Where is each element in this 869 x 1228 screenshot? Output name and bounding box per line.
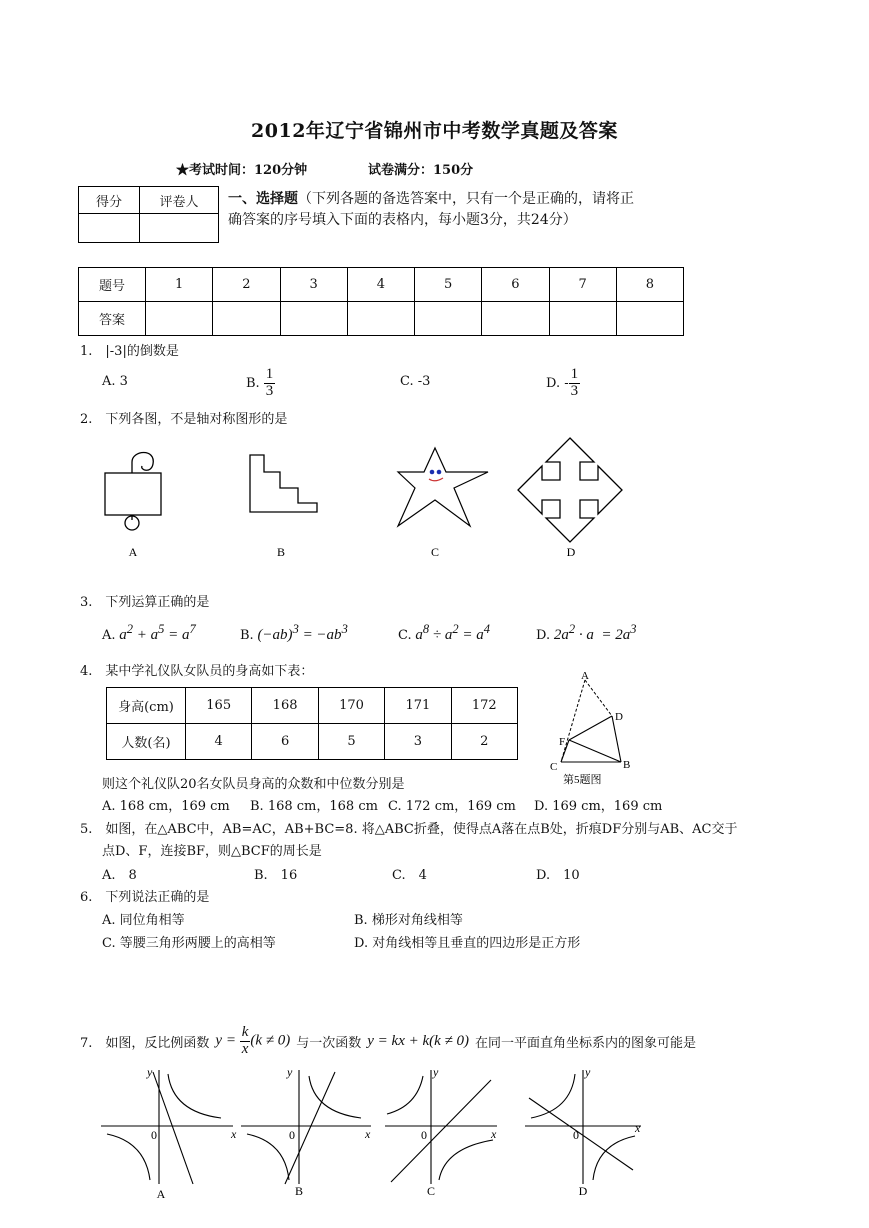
q1-stem: 1. |-3|的倒数是: [80, 344, 179, 359]
answer-cell[interactable]: [146, 302, 213, 336]
q4-option-b: B. 168 cm，168 cm: [250, 799, 378, 814]
q4-cell: 5: [318, 724, 384, 760]
svg-text:y: y: [585, 1065, 591, 1079]
answer-cell[interactable]: [415, 302, 482, 336]
fig5-triangle: [545, 664, 645, 789]
q3-option-a-label: A.: [102, 628, 116, 643]
fig5-label-c: C: [550, 761, 558, 773]
q2-label-a: A: [128, 545, 138, 559]
exam-score: 试卷满分：150分: [368, 163, 474, 178]
q5-option-c: C. 4: [392, 868, 427, 883]
q7-mid: 与一次函数: [296, 1035, 362, 1051]
q4-cell: 171: [385, 688, 451, 724]
q4-cell: 6: [252, 724, 318, 760]
q1-option-a: A. 3: [102, 374, 128, 389]
answer-cell[interactable]: [482, 302, 549, 336]
q5-line1: 5. 如图，在△ABC中，AB=AC，AB+BC=8. 将△ABC折叠，使得点A落在点B处，折痕DF分别与AB、AC交于: [80, 822, 738, 837]
page-title: 2012年辽宁省锦州市中考数学真题及答案: [251, 120, 618, 142]
answer-table: [78, 267, 684, 336]
answer-table-number-row: [79, 268, 684, 302]
q7-label-d: D: [578, 1184, 588, 1198]
svg-text:x: x: [231, 1127, 237, 1141]
answer-table-number: 2: [213, 268, 280, 302]
q3-option-d-label: D.: [536, 628, 551, 643]
svg-text:x: x: [365, 1127, 371, 1141]
fig5-caption: 第5题图: [563, 774, 602, 786]
q3-option-a: A. $a^2 + a^5 = a^7$: [102, 622, 196, 643]
q3-option-b: B. $(-ab)^3 = -ab^3$: [240, 622, 348, 643]
answer-cell[interactable]: [549, 302, 616, 336]
q7-formula-linear: y = kx + k(k ≠ 0): [367, 1032, 470, 1049]
svg-text:0: 0: [151, 1128, 157, 1142]
q4-cell: 170: [318, 688, 384, 724]
q5-option-a: A. 8: [102, 868, 137, 883]
q6-option-b: B. 梯形对角线相等: [354, 913, 463, 928]
q1-option-d: [546, 362, 580, 404]
section1-desc2: 确答案的序号填入下面的表格内，每小题3分，共24分）: [228, 212, 577, 228]
answer-table-answer-row: [79, 302, 684, 336]
q6-stem: 6. 下列说法正确的是: [80, 890, 210, 905]
grader-name-header: 评卷人: [140, 187, 219, 214]
svg-text:y: y: [433, 1065, 439, 1079]
section1-desc1: （下列各题的备选答案中，只有一个是正确的，请将正: [298, 191, 634, 207]
answer-table-number: 8: [616, 268, 683, 302]
q2-figure-d: [518, 438, 622, 542]
q3-option-d: D. $2a^2 \cdot a = 2a^3$: [536, 622, 637, 643]
q2-figures: [90, 430, 650, 570]
q7-label-a: A: [156, 1187, 166, 1201]
answer-table-number: 4: [347, 268, 414, 302]
q3-option-b-label: B.: [240, 628, 254, 643]
q7-graph-a: [101, 1070, 233, 1184]
answer-table-number: 3: [280, 268, 347, 302]
svg-text:x: x: [491, 1127, 497, 1141]
q4-option-d: D. 169 cm，169 cm: [534, 799, 663, 814]
answer-cell[interactable]: [616, 302, 683, 336]
fig5-label-a: A: [581, 670, 589, 682]
q4-option-c: C. 172 cm，169 cm: [388, 799, 516, 814]
grader-score-header: 得分: [79, 187, 140, 214]
q4-cell: 身高(cm): [107, 688, 186, 724]
svg-text:y: y: [287, 1065, 293, 1079]
q1-option-d-label: D. -: [546, 375, 569, 391]
answer-table-row2-label: 答案: [79, 302, 146, 336]
answer-table-row1-label: 题号: [79, 268, 146, 302]
q7-graph-b: [241, 1070, 371, 1184]
q2-label-b: B: [276, 545, 286, 559]
q4-cell: 3: [385, 724, 451, 760]
svg-text:0: 0: [421, 1128, 427, 1142]
q4-cell: 172: [451, 688, 517, 724]
q2-stem: 2. 下列各图，不是轴对称图形的是: [80, 412, 288, 427]
svg-text:0: 0: [289, 1128, 295, 1142]
answer-cell[interactable]: [280, 302, 347, 336]
q2-figure-b: [250, 455, 317, 512]
grader-table: [78, 186, 219, 243]
q5-option-b: B. 16: [254, 868, 298, 883]
q1-option-b-label: B.: [246, 375, 260, 391]
q3-option-c: C. $a^8 \div a^2 = a^4$: [398, 622, 490, 643]
q2-label-d: D: [566, 545, 576, 559]
q2-label-c: C: [430, 545, 440, 559]
q7-graph-d: [525, 1070, 641, 1184]
grader-name-cell[interactable]: [140, 214, 219, 243]
grader-score-cell[interactable]: [79, 214, 140, 243]
q1-option-b-fraction: [264, 367, 276, 400]
q7-graph-c: [385, 1070, 497, 1184]
q4-cell: 168: [252, 688, 318, 724]
svg-text:y: y: [147, 1065, 153, 1079]
q4-cell: 165: [186, 688, 252, 724]
q7-prefix: 7. 如图，反比例函数: [80, 1035, 210, 1051]
svg-text:0: 0: [573, 1128, 579, 1142]
fraction-numerator: 1: [265, 365, 274, 382]
answer-cell[interactable]: [213, 302, 280, 336]
q6-option-c: C. 等腰三角形两腰上的高相等: [102, 936, 276, 951]
q3-option-c-label: C.: [398, 628, 412, 643]
q7-label-b: B: [294, 1184, 304, 1198]
q6-option-a: A. 同位角相等: [102, 913, 185, 928]
fig5-label-b: B: [623, 759, 631, 771]
svg-text:x: x: [635, 1121, 641, 1135]
q6-option-d: D. 对角线相等且垂直的四边形是正方形: [354, 936, 581, 951]
q4-option-a: A. 168 cm，169 cm: [102, 799, 230, 814]
answer-table-number: 1: [146, 268, 213, 302]
section1-heading: 一、选择题: [228, 191, 298, 207]
fraction-denominator: 3: [570, 382, 579, 399]
q5-line2: 点D、F，连接BF，则△BCF的周长是: [102, 844, 322, 859]
q7-graphs: [95, 1062, 655, 1208]
fig5-label-d: D: [615, 711, 623, 723]
q1-option-b: [246, 362, 275, 404]
q4-stem: 4. 某中学礼仪队女队员的身高如下表：: [80, 664, 314, 679]
fig5-label-f: F: [559, 736, 566, 748]
q1-option-c: C. -3: [400, 374, 431, 389]
answer-table-number: 7: [549, 268, 616, 302]
q4-question: 则这个礼仪队20名女队员身高的众数和中位数分别是: [102, 777, 405, 792]
q2-figure-a: [105, 453, 161, 531]
q5-option-d: D. 10: [536, 868, 580, 883]
q2-figure-c: [398, 448, 488, 526]
fraction-denominator: 3: [265, 382, 274, 399]
exam-time: ★考试时间：120分钟: [176, 163, 308, 178]
q3-stem: 3. 下列运算正确的是: [80, 595, 210, 610]
fraction-numerator: 1: [570, 365, 579, 382]
q4-cell: 2: [451, 724, 517, 760]
q4-height-row: [107, 688, 518, 724]
answer-table-number: 5: [415, 268, 482, 302]
section1-line1: [228, 188, 634, 208]
q7-formula-inverse: y = $\frac{k}{x}$ (k ≠ 0): [215, 1023, 291, 1057]
q7-stem: [80, 1020, 696, 1062]
q4-count-row: [107, 724, 518, 760]
q1-option-d-fraction: [569, 367, 581, 400]
q4-height-table: [106, 687, 518, 760]
q4-cell: 4: [186, 724, 252, 760]
q4-cell: 人数(名): [107, 724, 186, 760]
q7-suffix: 在同一平面直角坐标系内的图象可能是: [475, 1035, 697, 1051]
answer-table-number: 6: [482, 268, 549, 302]
answer-cell[interactable]: [347, 302, 414, 336]
q7-label-c: C: [426, 1184, 436, 1198]
